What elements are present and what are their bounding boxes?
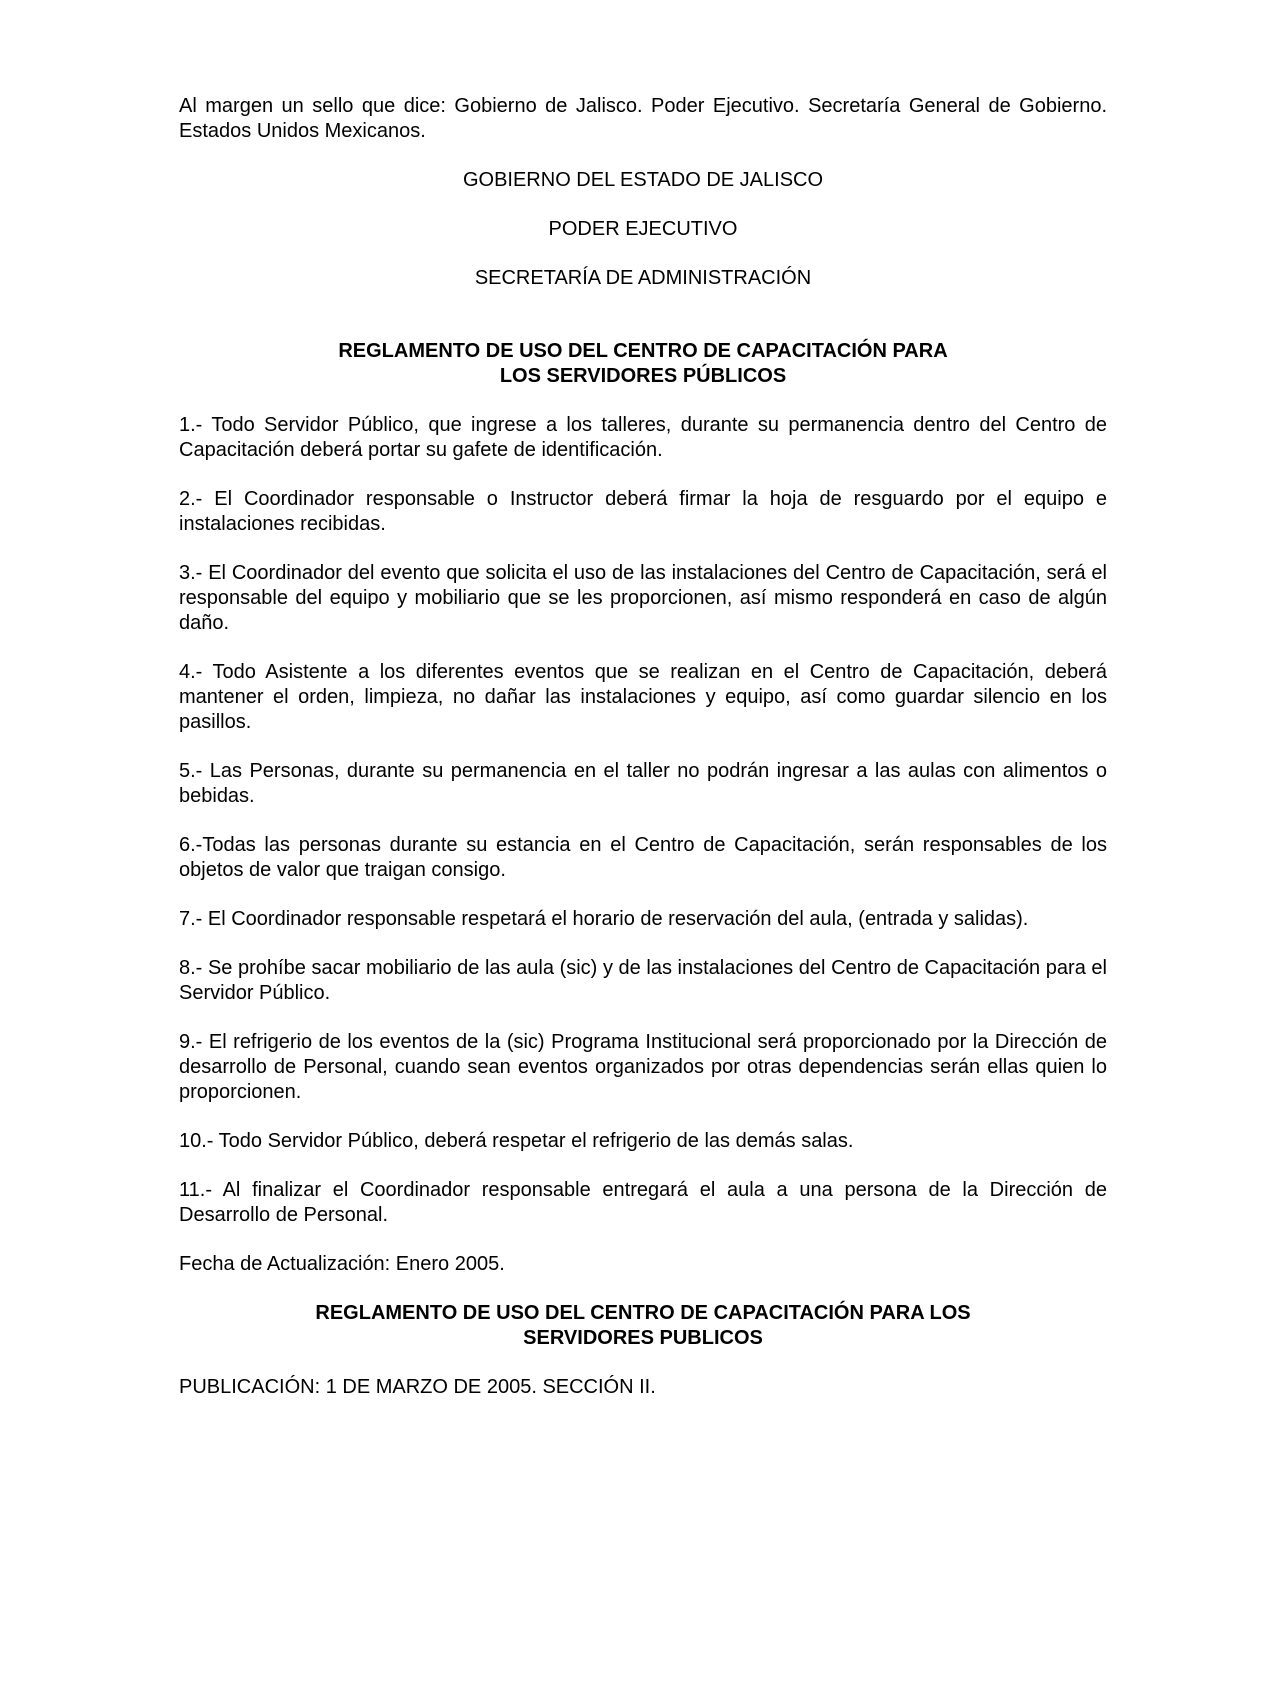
document-title-line-2: LOS SERVIDORES PÚBLICOS xyxy=(499,365,787,387)
article-11: 11.- Al finalizar el Coordinador responsable entregará el aula a una persona de la Dirección de Desarrollo de Personal. xyxy=(179,1179,1107,1226)
article-6: 6.-Todas las personas durante su estancia en el Centro de Capacitación, serán responsables de los objetos de valor que traigan consigo. xyxy=(179,834,1107,881)
header-secretariat: SECRETARÍA DE ADMINISTRACIÓN xyxy=(474,267,812,289)
publication-info: PUBLICACIÓN: 1 DE MARZO DE 2005. SECCIÓN II. xyxy=(179,1376,656,1398)
article-10: 10.- Todo Servidor Público, deberá respetar el refrigerio de las demás salas. xyxy=(179,1130,854,1152)
margin-note: Al margen un sello que dice: Gobierno de Jalisco. Poder Ejecutivo. Secretaría General de Gobierno. Estados Unidos Mexicanos. xyxy=(179,95,1107,142)
article-1: 1.- Todo Servidor Público, que ingrese a los talleres, durante su permanencia dentro del Centro de Capacitación deberá portar su gafete de identificación. xyxy=(179,414,1107,461)
spacer xyxy=(179,315,1107,339)
document-body xyxy=(179,94,1107,1424)
article-7: 7.- El Coordinador responsable respetará el horario de reservación del aula, (entrada y salidas). xyxy=(179,908,1029,930)
article-2: 2.- El Coordinador responsable o Instructor deberá firmar la hoja de resguardo por el equipo e instalaciones recibidas. xyxy=(179,488,1107,535)
header-government: GOBIERNO DEL ESTADO DE JALISCO xyxy=(462,169,824,191)
footer-title-line-1: REGLAMENTO DE USO DEL CENTRO DE CAPACITACIÓN PARA LOS xyxy=(315,1302,971,1324)
article-5: 5.- Las Personas, durante su permanencia en el taller no podrán ingresar a las aulas con alimentos o bebidas. xyxy=(179,760,1107,807)
footer-title-line-2: SERVIDORES PUBLICOS xyxy=(523,1327,763,1349)
article-3: 3.- El Coordinador del evento que solicita el uso de las instalaciones del Centro de Capacitación, será el responsable del equipo y mobiliario que se les proporcionen, así mismo responderá en caso de algún daño. xyxy=(179,562,1107,634)
article-4: 4.- Todo Asistente a los diferentes eventos que se realizan en el Centro de Capacitación, deberá mantener el orden, limpieza, no dañar las instalaciones y equipo, así como guardar silencio en los pasillos. xyxy=(179,661,1107,733)
article-9: 9.- El refrigerio de los eventos de la (sic) Programa Institucional será proporcionado por la Dirección de desarrollo de Personal, cuando sean eventos organizados por otras dependencias serán ellas quien lo proporcionen. xyxy=(179,1031,1107,1103)
article-8: 8.- Se prohíbe sacar mobiliario de las aula (sic) y de las instalaciones del Centro de Capacitación para el Servidor Público. xyxy=(179,957,1107,1004)
update-date: Fecha de Actualización: Enero 2005. xyxy=(179,1253,505,1275)
document-title xyxy=(179,339,1107,389)
header-executive: PODER EJECUTIVO xyxy=(548,218,738,240)
footer-title xyxy=(179,1301,1107,1351)
document-title-line-1: REGLAMENTO DE USO DEL CENTRO DE CAPACITACIÓN PARA xyxy=(338,340,948,362)
